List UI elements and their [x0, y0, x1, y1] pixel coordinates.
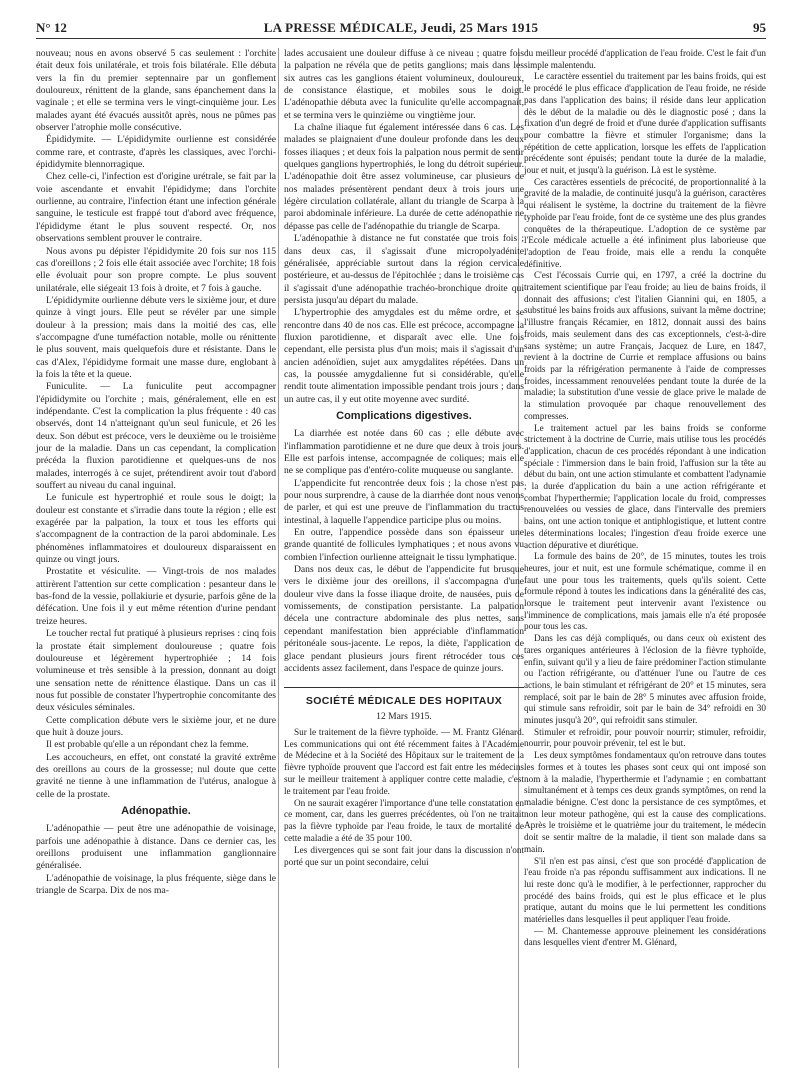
paragraph: Funiculite. — La funiculite peut accompagner l'épididymite ou l'orchite ; mais, généralement, elle en est indépendante. C'est la complication la plus fréquente : 40 cas observés, dont 14 n'atteignant qu'un seul funicule, et 26 les deux. Son début est précoce, vers le deuxième ou le troisième jour de la maladie. Dans un cas cependant, la complication précéda la fluxion parotidienne et quelques-uns de nos malades, interrogés à ce sujet, prétendirent avoir tout d'abord souffert au niveau du canal inguinal. [36, 381, 276, 492]
paragraph: C'est l'écossais Currie qui, en 1797, a créé la doctrine du traitement scientifique par l'eau froide; au lieu de bains froids, il donnait des affusions; c'est l'italien Giannini qui, en 1805, a substitué les bains froids aux affusions, suivant la même doctrine; l'illustre français Récamier, en 1812, donnait aussi des bains froids, mais seulement dans des cas exceptionnels, c'est-à-dire sans système; un autre Français, Jacquez de Lure, en 1847, revient à la doctrine de Currie et remplace affusions ou bains froids par la réfrigération permanente à l'aide de compresses froides, incessamment renouvelées pendant toute la durée de la maladie; la substitution d'une vessie de glace prive le malade de la stimulation provoquée par chaque renouvellement des compresses. [524, 270, 766, 421]
page-header [36, 20, 766, 39]
issue-number: N° 12 [36, 20, 67, 35]
paragraph: Chez celle-ci, l'infection est d'origine urétrale, se fait par la voie ascendante et envahit l'épididyme; dans l'orchite ourlienne, au contraire, l'infection étant une infection générale sanguine, le testicule est frappé tout d'abord avec fréquence, l'épididyme étant le plus souvent respecté. Or, nos observations semblent prouver le contraire. [36, 171, 276, 245]
paragraph: Dans les cas déjà compliqués, ou dans ceux où existent des tares organiques antérieures à l'éclosion de la fièvre typhoïde, enfin, suivant qu'il y a lieu de faire prédominer l'action stimulante ou l'action réfrigérante, ou d'atténuer l'une ou l'autre de ces actions, le bain stimulant et réfrigérant de 20° et 15 minutes, sera remplacé, soit par le bain de 28° 5 minutes avec affusion froide, qui stimule sans refroidir, soit par le bain de 34° refroidi en 30 minutes jusqu'à 20°, qui refroidit sans stimuler. [524, 633, 766, 726]
paragraph: Les divergences qui se sont fait jour dans la discussion n'ont porté que sur un point secondaire, celui [284, 844, 524, 867]
paragraph: Les accoucheurs, en effet, ont constaté la gravité extrême des oreillons au cours de la grossesse; nul doute que cette gravité ne tienne à une inflammation de l'utérus, analogue à celle de la prostate. [36, 751, 276, 800]
paragraph: Cette complication débute vers le sixième jour, et ne dure que huit à douze jours. [36, 714, 276, 738]
paragraph: Le funicule est hypertrophié et roule sous le doigt; la douleur est constante et s'irradie dans toute la région ; elle est exagérée par la palpation, la toux et tous les efforts qui s'accompagnent de la contraction de la paroi abdominale. Les phénomènes inflammatoires et douloureux disparaissent en quinze ou vingt jours. [36, 492, 276, 566]
column-3 [524, 48, 766, 949]
page-number: 95 [753, 20, 766, 35]
paragraph: Les deux symptômes fondamentaux qu'on retrouve dans toutes les formes et à toutes les phases sont ceux qui ont imposé son nom à la maladie, l'hyperthermie et l'adynamie ; en combattant simultanément et à temps ces deux grands symptômes, on rend la maladie bénigne. C'est donc la persistance de ces symptômes, et non leur moteur pathogène, qui est la cause des complications. Après le troisième et le quatrième jour du traitement, le médecin doit se sentir maître de la maladie, il tient son malade dans sa main. [524, 750, 766, 854]
paragraph: — M. Chantemesse approuve pleinement les considérations dans lesquelles vient d'entrer M. Glénard, [524, 925, 766, 948]
paragraph: Le caractère essentiel du traitement par les bains froids, qui est le procédé le plus efficace d'application de l'eau froide, ne réside pas dans l'application des bains; il réside dans leur application dès le début de la maladie ou dès le diagnostic posé ; dans la fixation d'un degré de froid et d'une durée d'application suffisants pour combattre la fièvre et stimuler l'organisme; dans la répétition de cette application, lorsque les effets de l'application précédente sont épuisés; pendant toute la durée de la maladie, jour et nuit, et jusqu'à la guérison. Là est le système. [524, 71, 766, 176]
section-heading: Complications digestives. [336, 409, 472, 422]
paragraph: La diarrhée est notée dans 60 cas ; elle débute avec l'inflammation parotidienne et ne dure que deux à trois jours. Elle est parfois intense, accompagnée de coliques; mais elle ne se complique pas d'entéro-colite muqueuse ou sanglante. [284, 428, 524, 477]
column-1 [36, 48, 276, 897]
paragraph: L'adénopathie — peut être une adénopathie de voisinage, parfois une adénopathie à distance. Dans ce dernier cas, les oreillons produisent une inflammation ganglionnaire généralisée. [36, 823, 276, 872]
paragraph: En outre, l'appendice possède dans son épaisseur une grande quantité de follicules lymphatiques ; et nous avons vu combien l'infection ourlienne atteignait le tissu lymphatique. [284, 527, 524, 563]
paragraph: Prostatite et vésiculite. — Vingt-trois de nos malades attirèrent l'attention sur cette complication : pesanteur dans le bas-fond de la vessie, pollakiurie et dysurie, parfois gêne de la défécation. Une fois il y eut même rétention d'urine pendant treize heures. [36, 566, 276, 627]
paragraph: Ces caractères essentiels de précocité, de proportionnalité à la gravité de la maladie, de continuité jusqu'à la guérison, caractères qui réalisent le système, la doctrine du traitement de la fièvre typhoïde par l'eau froide, font de ce système une des plus grandes conquêtes de la thérapeutique. L'adoption de ce système par l'Ecole médicale actuelle a été infiniment plus laborieuse que l'adoption de l'eau froide, mais elle a rendu la conquête définitive. [524, 176, 766, 269]
section-rule [284, 687, 524, 688]
paragraph: Il est probable qu'elle a un répondant chez la femme. [46, 739, 249, 751]
column-2 [284, 48, 524, 868]
paragraph: L'épididymite ourlienne débute vers le sixième jour, et dure quinze à vingt jours. Elle peut se révéler par une simple douleur à la pression; mais dans la moitié des cas, elle s'accompagne d'une tuméfaction notable, molle ou rénittente le plus souvent, mais quelquefois dure et résistante. Dans le cas d'Alex, l'épididyme formait une masse dure, englobant à la fois la tête et la queue. [36, 294, 276, 380]
paragraph: lades accusaient une douleur diffuse à ce niveau ; quatre fois la palpation ne révéla que de petits ganglions; mais dans les six autres cas les ganglions étaient volumineux, douloureux, de consistance élastique, et mobiles sous le doigt. L'adénopathie débuta avec la funiculite qu'elle accompagnait, et se termina vers le quinzième ou vingtième jour. [284, 48, 524, 121]
paragraph: La chaîne iliaque fut également intéressée dans 6 cas. Les malades se plaignaient d'une douleur profonde dans les deux fosses iliaques ; et deux fois la palpation nous permit de sentir quelques ganglions hypertrophiés, le long du détroit supérieur. L'adénopathie doit être assez volumineuse, car plusieurs de nos malades présentèrent pendant deux à trois jours une légère circulation collatérale, allant du triangle de Scarpa à la paroi abdominale inférieure. La durée de cette adénopathie ne dépasse pas celle de l'adénopathie du triangle de Scarpa. [284, 122, 524, 232]
paragraph: L'hypertrophie des amygdales est du même ordre, et se rencontre dans 40 de nos cas. Elle est précoce, accompagne la fluxion parotidienne, et disparaît avec elle. Une fois cependant, elle persista plus d'un mois; mais il s'agissait d'un ancien adénoïdien, sujet aux amygdalites répétées. Dans un cas, la poussée amygdalienne fut si considérable, qu'elle rendit toute alimentation impossible pendant trois jours ; dans un autre cas, il y eut otite moyenne avec surdité. [284, 307, 524, 405]
paragraph: Sur le traitement de la fièvre typhoïde. — M. Frantz Glénard. Les communications qui ont été récemment faites à l'Académie de Médecine et à la Société des Hôpitaux sur le traitement de la fièvre typhoïde prouvent que l'accord est fait entre les médecins sur le meilleur traitement à appliquer contre cette maladie, c'est le traitement par l'eau froide. [284, 726, 524, 796]
paragraph: La formule des bains de 20°, de 15 minutes, toutes les trois heures, jour et nuit, est une formule schématique, comme il en faut une pour tous les traitements, quels qu'ils soient. Cette formule répond à toutes les indications dans la généralité des cas, lorsque le traitement peut intervenir avant l'existence ou l'imminence de complications, mais jamais elle n'a été proposée pour tous les cas. [524, 551, 766, 632]
paragraph: Épididymite. — L'épididymite ourlienne est considérée comme rare, et contraste, d'après les classiques, avec l'orchi-épididymite blennorragique. [36, 134, 276, 171]
paragraph: Le traitement actuel par les bains froids se conforme strictement à la doctrine de Currie, mais utilise tous les procédés d'application, chacun de ces procédés répondant à une indication spéciale : l'immersion dans le bain froid, l'affusion sur la tête au début du bain, ont une action stimulante et combattent l'adynamie ; la durée d'application du bain a une action réfrigérante et combat l'hyperthermie; l'application locale du froid, compresses renouvelées ou vessies de glace, dans l'intervalle des premiers bains, ont une action tonique et antiphlogistique, et luttent contre les déterminations locales; l'ingestion d'eau froide exerce une action dépurative et diurétique. [524, 422, 766, 550]
paragraph: Dans nos deux cas, le début de l'appendicite fut brusque vers le dixième jour des oreillons, il s'accompagna d'une douleur vive dans la fosse iliaque droite, de nausées, puis de vomissements, de constipation persistante. La palpation décela une contracture abdominale des plus nettes, sans cependant manifestation bien appréciable d'inflammation péritonéale sous-jacente. Le repos, la diète, l'application de glace pendant plusieurs jours firent rétrocéder tous ces accidents assez facilement, dans l'espace de quinze jours. [284, 564, 524, 674]
paragraph: L'adénopathie à distance ne fut constatée que trois fois ; dans deux cas, il s'agissait d'une micropolyadénite généralisée, appréciable surtout dans la région cervicale postérieure, et au-dessus de l'épitochlée ; dans le troisième cas il s'agissait d'une adénopathie trachéo-bronchique droite qui persista jusqu'au départ du malade. [284, 233, 524, 306]
paragraph: du meilleur procédé d'application de l'eau froide. C'est le fait d'un simple malentendu. [524, 48, 766, 70]
society-title: SOCIÉTÉ MÉDICALE DES HOPITAUX [305, 695, 503, 708]
paragraph: L'adénopathie de voisinage, la plus fréquente, siège dans le triangle de Scarpa. Dix de nos ma- [36, 872, 276, 897]
column-divider [278, 48, 279, 1068]
journal-title: LA PRESSE MÉDICALE, Jeudi, 25 Mars 1915 [263, 20, 539, 35]
paragraph: On ne saurait exagérer l'importance d'une telle constatation en ce moment, car, dans les guerres précédentes, où l'on ne traitait pas la fièvre typhoïde par l'eau froide, le taux de mortalité de cette maladie a été de 35 pour 100. [284, 797, 524, 844]
paragraph: Nous avons pu dépister l'épididymite 20 fois sur nos 115 cas d'oreillons ; 2 fois elle était associée avec l'orchite; 18 fois elle évoluait pour son propre compte. Le plus souvent unilatérale, elle siégeait 13 fois à droite, et 7 fois à gauche. [36, 245, 276, 294]
paragraph: nouveau; nous en avons observé 5 cas seulement : l'orchite était deux fois unilatérale, et trois fois bilatérale. Elle débuta vers la fin du premier septennaire par un gonflement douloureux, rénittent de la glande, sans épanchement dans la vaginale ; et elle se termina vers le vingt-cinquième jour. Les malades ayant été évacués aussitôt après, nous ne pûmes pas observer l'atrophie molle consécutive. [36, 48, 276, 134]
society-date: 12 Mars 1915. [376, 710, 432, 722]
section-heading: Adénopathie. [121, 804, 191, 817]
paragraph: Stimuler et refroidir, pour pouvoir nourrir; stimuler, refroidir, nourrir, pour pouvoir prévenir, tel est le but. [524, 726, 766, 749]
paragraph: L'appendicite fut rencontrée deux fois ; la chose n'est pas pour nous surprendre, à cause de la diarrhée dont nous venons de parler, et qui est une preuve de l'inflammation du tractus intestinal, à laquelle l'appendice participe plus ou moins. [284, 477, 524, 526]
paragraph: S'il n'en est pas ainsi, c'est que son procédé d'application de l'eau froide n'a pas répondu suffisamment aux indications. Il ne lui reste donc qu'à le modifier, à le perfectionner, rapprocher du procédé des bains froids, qui est le plus efficace et le plus pratique, autant du moins que le lui permettent les conditions matérielles dans lesquelles il peut appliquer l'eau froide. [524, 855, 766, 925]
paragraph: Le toucher rectal fut pratiqué à plusieurs reprises : cinq fois la prostate était simplement douloureuse ; quatre fois douloureuse et légèrement hypertrophiée ; 14 fois volumineuse et très sensible à la pression, donnant au doigt une sensation nette de rénittence élastique. Dans un cas il nous fut possible de constater l'hypertrophie concomitante des deux vésicules séminales. [36, 628, 276, 714]
